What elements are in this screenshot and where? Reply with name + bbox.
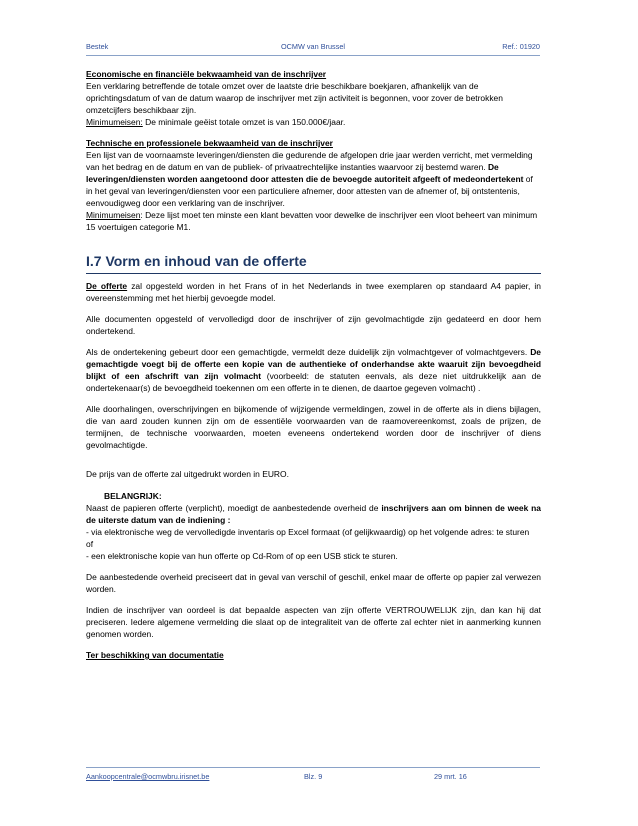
footer-divider bbox=[86, 767, 540, 768]
page-header bbox=[86, 42, 540, 56]
minimum-text: De minimale geëist totale omzet is van 150.000€/jaar. bbox=[142, 117, 346, 127]
paper-precedence-paragraph: De aanbestedende overheid preciseert dat in geval van verschil of geschil, enkel maar de offerte op papier zal verwezen worden. bbox=[86, 572, 541, 594]
important-text-a: Naast de papieren offerte (verplicht), moedigt de aanbestedende overheid de bbox=[86, 503, 382, 513]
technical-text-a: Een lijst van de voornaamste leveringen/diensten die gedurende de afgelopen drie jaar werden verricht, met vermelding van het bedrag en de datum en van de publiek- of privaatrechtelijke instanties waarvoor zij bestemd waren. bbox=[86, 150, 533, 172]
financial-capacity-heading: Economische en financiële bekwaamheid van de inschrijver bbox=[86, 69, 327, 79]
footer-page-number: Blz. 9 bbox=[304, 772, 323, 781]
documentation-heading: Ter beschikking van documentatie bbox=[86, 650, 224, 660]
important-paragraph bbox=[86, 502, 541, 526]
technical-capacity-text bbox=[86, 149, 541, 209]
signatory-text-bold: De gemachtigde voegt bij de offerte een kopie van de authentieke of onderhandse akte waaruit zijn bevoegdheid blijkt of een afschrift van zijn volmacht bbox=[86, 347, 541, 381]
signatory-paragraph bbox=[86, 346, 541, 394]
minimum-label: Minimumeisen: bbox=[86, 117, 143, 127]
offer-lead: De offerte bbox=[86, 281, 128, 291]
technical-minimum-requirements bbox=[86, 209, 541, 233]
important-text-bold: inschrijvers aan om binnen de week na de uiterste datum van de indiening : bbox=[86, 503, 541, 525]
offer-language-paragraph bbox=[86, 280, 541, 304]
header-center: OCMW van Brussel bbox=[280, 42, 346, 51]
technical-capacity-heading: Technische en professionele bekwaamheid van de inschrijver bbox=[86, 138, 333, 148]
important-option-2: - een elektronische kopie van hun offerte op Cd-Rom of op een USB stick te sturen. bbox=[86, 551, 398, 561]
document-body bbox=[86, 68, 541, 661]
offer-text: zal opgesteld worden in het Frans of in het Nederlands in twee exemplaren op standaard A4 papier, in overeenstemming met het hierbij gevoegde model. bbox=[86, 281, 541, 303]
important-or: of bbox=[86, 539, 94, 549]
signatory-text-c: (voorbeeld: de statuten eenvals, als deze niet uitdrukkelijk aan de ondertekenaar(s) de bevoegdheid toekennen om een offerte in te dienen, de daartoe gegeven volmacht) . bbox=[86, 371, 542, 393]
important-heading: BELANGRIJK: bbox=[104, 491, 162, 501]
footer-email-link[interactable]: Aankoopcentrale@ocmwbru.irisnet.be bbox=[86, 772, 210, 781]
header-left: Bestek bbox=[86, 42, 109, 51]
minimum-text: : Deze lijst moet ten minste een klant bevatten voor dewelke de inschrijver een vloot beheert van minimum 15 voertuigen categorie M1. bbox=[86, 210, 538, 232]
documents-paragraph: Alle documenten opgesteld of vervolledigd door de inschrijver of zijn gevolmachtigde zijn gedateerd en door hem ondertekend. bbox=[86, 314, 541, 336]
header-reference: Ref.: 01920 bbox=[502, 42, 540, 51]
confidential-paragraph: Indien de inschrijver van oordeel is dat bepaalde aspecten van zijn offerte VERTROUWELIJK zijn, dan kan hij dat preciseren. Iedere algemene vermelding die slaat op de integraliteit van de offerte zal echter niet in aanmerking kunnen genomen worden. bbox=[86, 605, 541, 639]
financial-minimum-requirements bbox=[86, 116, 541, 128]
technical-text-bold: De leveringen/diensten worden aangetoond door attesten die de bevoegde autoriteit afgeeft of medeondertekent bbox=[86, 162, 524, 184]
footer-date: 29 mrt. 16 bbox=[434, 772, 467, 781]
technical-text-b: of in het geval van leveringen/diensten voor een particuliere afnemer, door attesten van de afnemer of, bij ontstentenis, eenvoudigweg door een verklaring van de inschrijver. bbox=[86, 174, 533, 208]
page-footer bbox=[86, 772, 540, 784]
price-paragraph: De prijs van de offerte zal uitgedrukt worden in EURO. bbox=[86, 469, 289, 479]
minimum-label: Minimumeisen bbox=[86, 210, 141, 220]
important-option-1: - via elektronische weg de vervolledigde inventaris op Excel formaat (of gelijkwaardig) op het volgende adres: te sturen bbox=[86, 527, 530, 537]
section-title: I.7 Vorm en inhoud van de offerte bbox=[86, 252, 541, 274]
signatory-text-a: Als de ondertekening gebeurt door een gemachtigde, vermeldt deze duidelijk zijn volmachtgever of volmachtgevers. bbox=[86, 347, 531, 357]
financial-capacity-text: Een verklaring betreffende de totale omzet over de laatste drie beschikbare boekjaren, afhankelijk van de oprichtingsdatum of van de datum waarop de inschrijver met zijn activiteit is begonnen, voor zover de betrokken omzetcijfers beschikbaar zijn. bbox=[86, 81, 503, 115]
header-divider bbox=[86, 55, 540, 56]
amendments-paragraph: Alle doorhalingen, overschrijvingen en bijkomende of wijzigende vermeldingen, zowel in de offerte als in diens bijlagen, die van aard zouden kunnen zijn om de essentiële voorwaarden van de raamovereenkomst, zoals de prijzen, de termijnen, de technische voorwaarden, moeten eveneens ondertekend worden door de inschrijver of diens gevolmachtigde. bbox=[86, 404, 541, 450]
